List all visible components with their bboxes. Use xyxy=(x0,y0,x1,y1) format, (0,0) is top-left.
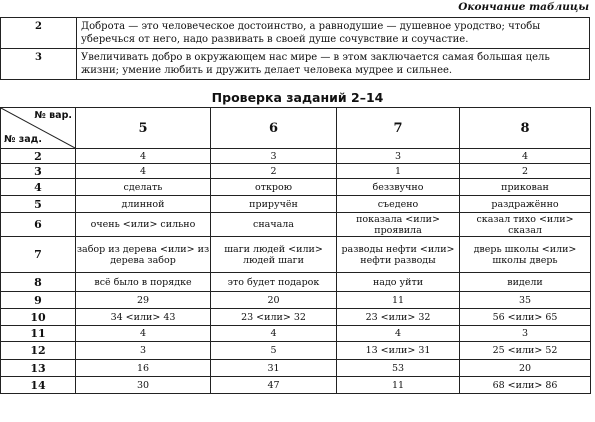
table-row xyxy=(1,237,591,273)
answer-cell: открою xyxy=(211,179,337,196)
answer-cell: всё было в порядке xyxy=(76,273,211,292)
answer-cell: 5 xyxy=(211,342,337,360)
answer-cell: 68 <или> 86 xyxy=(460,377,591,394)
answer-cell: приручён xyxy=(211,196,337,213)
previous-table-end xyxy=(0,17,590,80)
answer-cell: 4 xyxy=(76,164,211,179)
row-number: 2 xyxy=(1,18,77,49)
variant-column-header: 5 xyxy=(76,108,211,149)
answer-cell: прикован xyxy=(460,179,591,196)
answer-cell: 4 xyxy=(337,326,460,342)
table-row xyxy=(1,49,590,80)
variant-column-header: 7 xyxy=(337,108,460,149)
header-row xyxy=(1,108,591,149)
answer-cell: 29 xyxy=(76,292,211,309)
answer-cell: сказал тихо <или> сказал xyxy=(460,213,591,237)
answer-cell: 35 xyxy=(460,292,591,309)
answer-cell: очень <или> сильно xyxy=(76,213,211,237)
task-number-cell: 10 xyxy=(1,309,76,326)
task-number-cell: 11 xyxy=(1,326,76,342)
row-number: 3 xyxy=(1,49,77,80)
answer-cell: 4 xyxy=(76,149,211,164)
answer-cell: 3 xyxy=(211,149,337,164)
table-row xyxy=(1,164,591,179)
answer-cell: 53 xyxy=(337,360,460,377)
answer-cell: дверь школы <или> школы дверь xyxy=(460,237,591,273)
table-row xyxy=(1,342,591,360)
answer-cell: сначала xyxy=(211,213,337,237)
task-number-cell: 6 xyxy=(1,213,76,237)
answer-cell: съедено xyxy=(337,196,460,213)
answer-cell: 4 xyxy=(211,326,337,342)
table-row xyxy=(1,309,591,326)
task-label: № зад. xyxy=(4,134,42,145)
table-row xyxy=(1,292,591,309)
answer-cell: 3 xyxy=(460,326,591,342)
answer-cell: раздражённо xyxy=(460,196,591,213)
task-number-cell: 14 xyxy=(1,377,76,394)
answer-cell: видели xyxy=(460,273,591,292)
answer-cell: 16 xyxy=(76,360,211,377)
answer-cell: длинной xyxy=(76,196,211,213)
answer-cell: 23 <или> 32 xyxy=(337,309,460,326)
answers-table xyxy=(0,107,591,394)
answer-cell: 4 xyxy=(460,149,591,164)
task-number-cell: 7 xyxy=(1,237,76,273)
answer-cell: показала <или> проявила xyxy=(337,213,460,237)
answer-cell: 20 xyxy=(211,292,337,309)
table-row xyxy=(1,18,590,49)
table-row xyxy=(1,326,591,342)
answer-cell: 34 <или> 43 xyxy=(76,309,211,326)
task-number-cell: 2 xyxy=(1,149,76,164)
answer-cell: 11 xyxy=(337,292,460,309)
answer-cell: сделать xyxy=(76,179,211,196)
answer-cell: 31 xyxy=(211,360,337,377)
task-number-cell: 13 xyxy=(1,360,76,377)
table-row xyxy=(1,149,591,164)
task-number-cell: 12 xyxy=(1,342,76,360)
table-row xyxy=(1,179,591,196)
task-number-cell: 9 xyxy=(1,292,76,309)
task-number-cell: 4 xyxy=(1,179,76,196)
table-row xyxy=(1,196,591,213)
answer-cell: 3 xyxy=(337,149,460,164)
variant-label: № вар. xyxy=(34,110,72,121)
variant-column-header: 6 xyxy=(211,108,337,149)
answer-cell: 25 <или> 52 xyxy=(460,342,591,360)
table-row xyxy=(1,360,591,377)
answer-cell: 2 xyxy=(460,164,591,179)
answer-cell: 47 xyxy=(211,377,337,394)
answer-cell: 30 xyxy=(76,377,211,394)
answer-cell: 4 xyxy=(76,326,211,342)
corner-header-cell xyxy=(1,108,76,149)
answer-cell: 56 <или> 65 xyxy=(460,309,591,326)
answer-cell: это будет подарок xyxy=(211,273,337,292)
row-text: Увеличивать добро в окружающем нас мире — в этом заключается самая большая цель жизни; умение любить и дружить делает человека мудрее и сильнее. xyxy=(77,49,590,80)
table-row xyxy=(1,377,591,394)
variant-column-header: 8 xyxy=(460,108,591,149)
task-number-cell: 3 xyxy=(1,164,76,179)
answer-cell: разводы нефти <или> нефти разводы xyxy=(337,237,460,273)
answer-cell: 23 <или> 32 xyxy=(211,309,337,326)
answer-cell: 13 <или> 31 xyxy=(337,342,460,360)
table-continuation-caption: Окончание таблицы xyxy=(458,1,589,13)
row-text: Доброта — это человеческое достоинство, а равнодушие — душевное уродство; чтобы уберечься от него, надо развивать в своей душе сочувствие и соучастие. xyxy=(77,18,590,49)
answer-cell: 20 xyxy=(460,360,591,377)
answer-cell: надо уйти xyxy=(337,273,460,292)
answer-cell: 3 xyxy=(76,342,211,360)
answer-cell: 1 xyxy=(337,164,460,179)
table-row xyxy=(1,213,591,237)
answer-cell: забор из дерева <или> из дерева забор xyxy=(76,237,211,273)
table-row xyxy=(1,273,591,292)
answer-cell: 2 xyxy=(211,164,337,179)
section-title: Проверка заданий 2–14 xyxy=(211,90,384,105)
answer-cell: беззвучно xyxy=(337,179,460,196)
answer-cell: 11 xyxy=(337,377,460,394)
answer-cell: шаги людей <или> людей шаги xyxy=(211,237,337,273)
task-number-cell: 5 xyxy=(1,196,76,213)
task-number-cell: 8 xyxy=(1,273,76,292)
